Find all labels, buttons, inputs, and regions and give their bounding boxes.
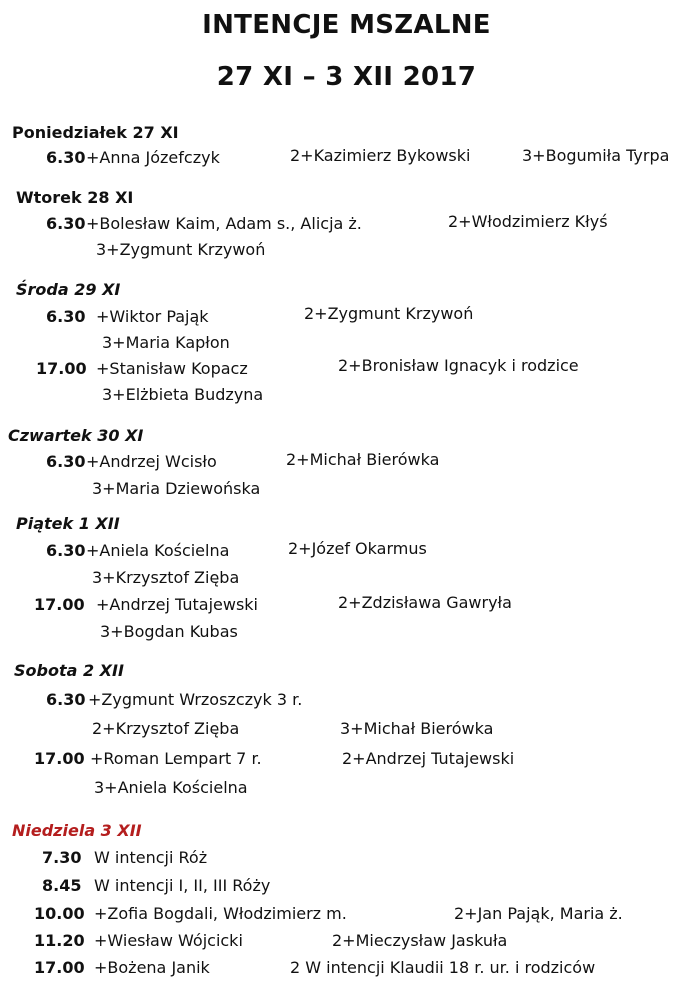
intention-1: +Roman Lempart 7 r.: [90, 749, 262, 768]
mass-time: 11.20: [34, 931, 85, 950]
day-heading: Sobota 2 XII: [14, 661, 124, 680]
day-heading: Poniedziałek 27 XI: [12, 123, 179, 142]
intention-2: 2 W intencji Klaudii 18 r. ur. i rodziców: [290, 958, 596, 977]
intention-2: 2+Włodzimierz Kłyś: [448, 212, 608, 231]
intention-3: 3+Aniela Kościelna: [94, 778, 248, 797]
intention-2: 2+Zygmunt Krzywoń: [304, 304, 474, 323]
intention-1: +Andrzej Wcisło: [86, 452, 217, 471]
day-heading-sunday: Niedziela 3 XII: [12, 821, 142, 840]
intention-2: 2+Andrzej Tutajewski: [342, 749, 515, 768]
intention-3: 3+Maria Dziewońska: [92, 479, 261, 498]
mass-time: 6.30: [46, 307, 86, 326]
day-heading: Środa 29 XI: [16, 280, 121, 299]
intention-3: 3+Elżbieta Budzyna: [102, 385, 264, 404]
intention-3: 3+Bogumiła Tyrpa: [522, 146, 670, 165]
intention-3: 3+Michał Bierówka: [340, 719, 494, 738]
mass-time: 10.00: [34, 904, 85, 923]
intention-3: 3+Bogdan Kubas: [100, 622, 238, 641]
date-range: 27 XI – 3 XII 2017: [216, 62, 477, 92]
mass-time: 17.00: [34, 595, 85, 614]
intention-1: +Stanisław Kopacz: [96, 359, 248, 378]
intention-1: W intencji I, II, III Róży: [94, 876, 271, 895]
mass-time: 6.30: [46, 452, 86, 471]
intention-1: +Zygmunt Wrzoszczyk 3 r.: [88, 690, 303, 709]
day-heading: Piątek 1 XII: [16, 514, 120, 533]
mass-time: 6.30: [46, 214, 86, 233]
intention-2: 2+Michał Bierówka: [286, 450, 440, 469]
intention-1: +Bolesław Kaim, Adam s., Alicja ż.: [86, 214, 362, 233]
intention-1: +Wiktor Pająk: [96, 307, 209, 326]
intention-2: 2+Mieczysław Jaskuła: [332, 931, 508, 950]
mass-time: 17.00: [34, 958, 85, 977]
mass-time: 8.45: [42, 876, 82, 895]
intention-1: +Zofia Bogdali, Włodzimierz m.: [94, 904, 347, 923]
intention-2: 2+Jan Pająk, Maria ż.: [454, 904, 623, 923]
intention-2: 2+Bronisław Ignacyk i rodzice: [338, 356, 579, 375]
intention-1: +Bożena Janik: [94, 958, 210, 977]
mass-time: 6.30: [46, 148, 86, 167]
intention-3: 3+Krzysztof Zięba: [92, 568, 240, 587]
intention-3: 3+Maria Kapłon: [102, 333, 230, 352]
intention-2: 2+Zdzisława Gawryła: [338, 593, 512, 612]
intention-2: 2+Kazimierz Bykowski: [290, 146, 471, 165]
mass-time: 17.00: [34, 749, 85, 768]
mass-time: 6.30: [46, 541, 86, 560]
intention-1: +Aniela Kościelna: [86, 541, 230, 560]
mass-time: 17.00: [36, 359, 87, 378]
intention-1: +Anna Józefczyk: [86, 148, 220, 167]
intention-1: +Wiesław Wójcicki: [94, 931, 243, 950]
mass-time: 7.30: [42, 848, 82, 867]
mass-time: 6.30: [46, 690, 86, 709]
intention-3: 3+Zygmunt Krzywoń: [96, 240, 266, 259]
day-heading: Wtorek 28 XI: [16, 188, 134, 207]
intention-1: W intencji Róż: [94, 848, 208, 867]
page-title: INTENCJE MSZALNE: [202, 10, 491, 40]
day-heading: Czwartek 30 XI: [8, 426, 144, 445]
intention-2: 2+Krzysztof Zięba: [92, 719, 240, 738]
intention-1: +Andrzej Tutajewski: [96, 595, 258, 614]
intention-2: 2+Józef Okarmus: [288, 539, 427, 558]
